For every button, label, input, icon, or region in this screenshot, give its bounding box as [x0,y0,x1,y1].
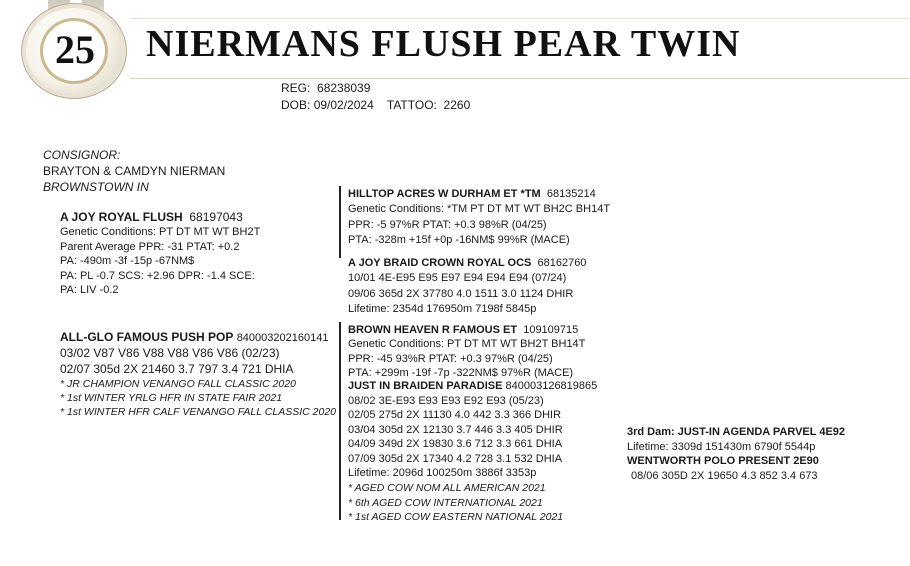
dam-dam-heading [348,379,597,394]
reg-line [281,81,370,96]
dam-dam-honor: * 1st AGED COW EASTERN NATIONAL 2021 [348,511,564,523]
dam-record: 03/02 V87 V86 V88 V88 V86 V86 (02/23) [60,346,280,360]
reg-label: REG: [281,81,311,95]
dam-dam-honor: * 6th AGED COW INTERNATIONAL 2021 [348,496,543,509]
dam-honor: * JR CHAMPION VENANGO FALL CLASSIC 2020 [60,378,296,390]
sire-sire-name: HILLTOP ACRES W DURHAM ET *TM [348,188,541,200]
sire-dam-line: Lifetime: 2354d 176950m 7198f 5845p [348,303,537,315]
animal-name-title: NIERMANS FLUSH PEAR TWIN [146,23,741,65]
sire-info [60,225,260,298]
consignor-name: BRAYTON & CAMDYN NIERMAN [43,164,226,178]
dam-dam-line: 02/05 275d 2X 11130 4.0 442 3.3 366 DHIR [348,409,562,422]
dam-heading [60,330,328,346]
sire-sire-line: PTA: -328m +15f +0p -16NM$ 99%R (MACE) [348,234,570,246]
dam-honor: * 1st WINTER HFR CALF VENANGO FALL CLASSIC 2020 [60,406,336,418]
dob-value: 09/02/2024 [313,98,374,112]
dam-honor: * 1st WINTER YRLG HFR IN STATE FAIR 2021 [60,392,283,404]
sire-dam-line: 10/01 4E-E95 E95 E97 E94 E94 E94 (07/24) [348,272,567,284]
dam-dam-line: Lifetime: 2096d 100250m 3886f 3353p [348,467,537,480]
sire-dam-reg: 68162760 [537,257,587,269]
lot-badge [20,0,130,100]
dam-sire-reg: 109109715 [523,324,579,336]
dam-dam-name: JUST IN BRAIDEN PARADISE [348,380,503,392]
dam-sire-line: Genetic Conditions: PT DT MT WT BH2T BH14T [348,338,586,350]
dam-sire-info [348,337,585,381]
sire-dam-heading [348,256,586,271]
lot-number: 25 [55,27,95,72]
dam-dam-line: 03/04 305d 2X 12130 3.7 446 3.3 405 DHIR [348,423,563,436]
sire-dam-info [348,271,573,318]
third-dam-record: 08/06 305D 2X 19650 4.3 852 3.4 673 [631,469,818,482]
sire-dam-line: 09/06 365d 2X 37780 4.0 1511 3.0 1124 DHIR [348,287,574,300]
dob-label: DOB: [281,98,311,112]
sire-name: A JOY ROYAL FLUSH [60,210,183,224]
dam-sire-heading [348,323,578,338]
sire-line: PA: PL -0.7 SCS: +2.96 DPR: -1.4 SCE: [60,269,255,282]
dam-dam-reg: 840003126819865 [505,380,598,392]
third-dam-block [627,425,845,483]
dam-records [60,346,294,377]
header-top-rule [130,18,910,19]
dam-name: ALL-GLO FAMOUS PUSH POP [60,330,234,344]
sire-reg: 68197043 [189,210,243,224]
dam-dam-honor: * AGED COW NOM ALL AMERICAN 2021 [348,482,546,494]
reg-value: 68238039 [317,81,371,95]
third-dam-sire: WENTWORTH POLO PRESENT 2E90 [627,455,819,467]
dam-bracket-line [339,322,341,520]
sire-sire-info [348,202,610,249]
dam-sire-name: BROWN HEAVEN R FAMOUS ET [348,324,518,336]
tattoo-label: TATTOO: [386,98,437,112]
sire-line: PA: LIV -0.2 [60,284,119,297]
third-dam-lifetime: Lifetime: 3309d 151430m 6790f 5544p [627,440,816,453]
dam-sire-line: PPR: -45 93%R PTAT: +0.3 97%R (04/25) [348,352,553,365]
header-bottom-rule [130,78,910,79]
dam-sire-line: PTA: +299m -19f -7p -322NM$ 97%R (MACE) [348,367,574,379]
consignor-location: BROWNSTOWN IN [43,180,149,194]
dam-dam-line: 07/09 305d 2X 17340 4.2 728 3.1 532 DHIA [348,452,563,465]
sire-dam-name: A JOY BRAID CROWN ROYAL OCS [348,257,532,269]
tattoo-value: 2260 [443,98,471,112]
dam-record: 02/07 305d 2X 21460 3.7 797 3.4 721 DHIA [60,361,294,376]
third-dam-name: 3rd Dam: JUST-IN AGENDA PARVEL 4E92 [627,426,846,438]
consignor-label: CONSIGNOR: [43,148,121,162]
sire-line: Genetic Conditions: PT DT MT WT BH2T [60,226,261,238]
sire-bracket-line [339,186,341,258]
sire-sire-line: PPR: -5 97%R PTAT: +0.3 98%R (04/25) [348,218,547,231]
dob-line [281,98,470,113]
sire-heading [60,210,243,225]
sire-sire-heading [348,187,596,202]
sire-sire-line: Genetic Conditions: *TM PT DT MT WT BH2C BH14T [348,203,611,215]
sire-sire-reg: 68135214 [546,188,596,200]
dam-dam-line: 04/09 349d 2X 19830 3.6 712 3.3 661 DHIA [348,438,563,451]
dam-dam-info [348,394,563,480]
dam-honors [60,377,336,419]
sire-line: Parent Average PPR: -31 PTAT: +0.2 [60,240,240,253]
dam-dam-line: 08/02 3E-E93 E93 E93 E92 E93 (05/23) [348,395,544,407]
dam-dam-honors [348,481,563,525]
sire-line: PA: -490m -3f -15p -67NM$ [60,255,195,268]
dam-reg: 840003202160141 [236,332,329,344]
